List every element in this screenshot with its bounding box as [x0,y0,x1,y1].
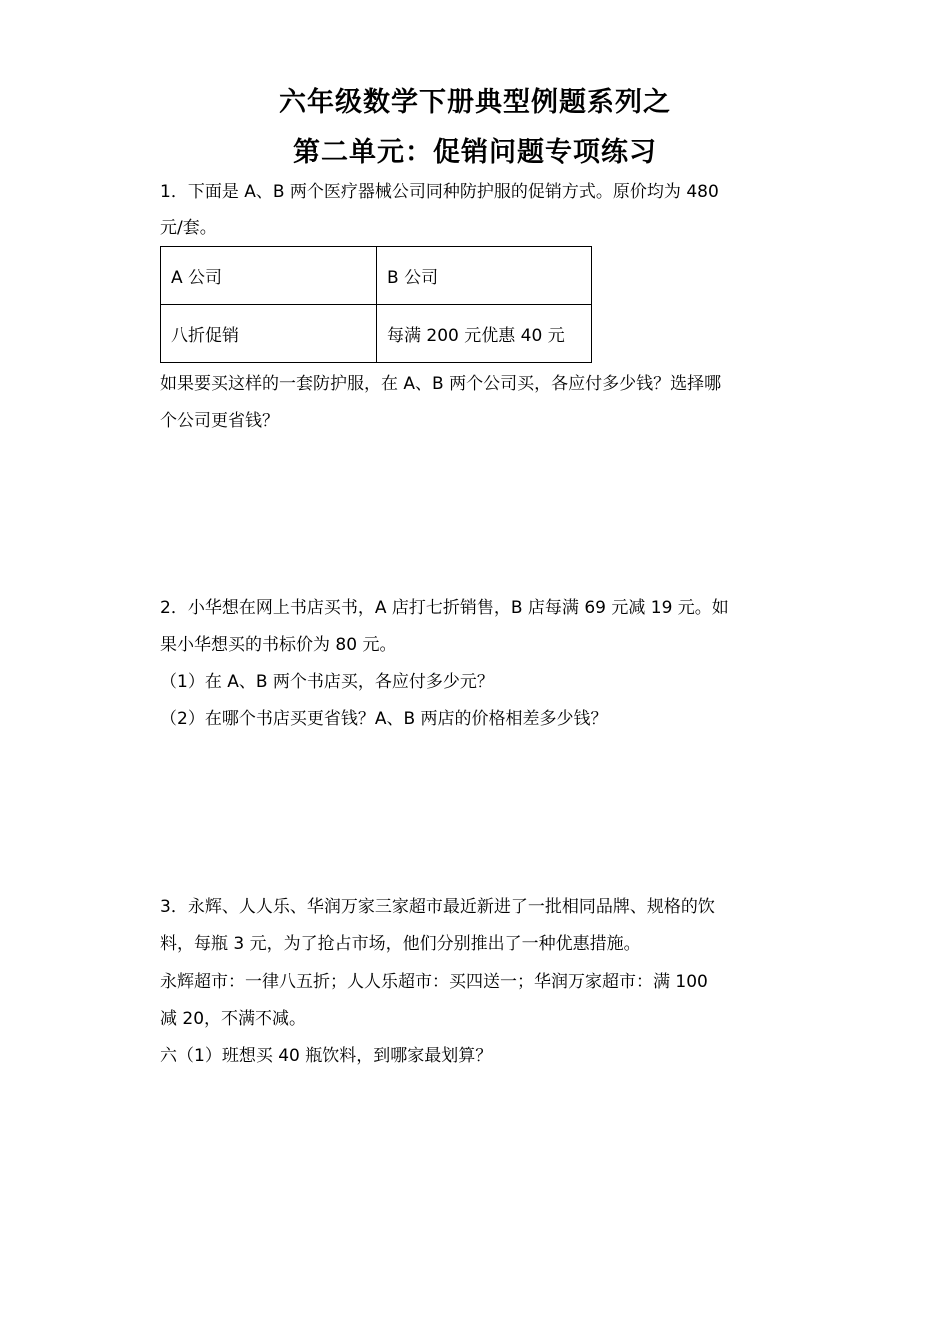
q1-text-line-3: 如果要买这样的一套防护服，在 A、B 两个公司买，各应付多少钱？选择哪 [160,374,722,394]
q3-text-line-1: 3．永辉、人人乐、华润万家三家超市最近新进了一批相同品牌、规格的饮 [160,897,715,917]
q2-subquestion-2: （2）在哪个书店买更省钱？A、B 两店的价格相差多少钱？ [160,709,608,729]
table-header-b: B 公司 [377,247,592,305]
q3-text-line-2: 料，每瓶 3 元，为了抢占市场，他们分别推出了一种优惠措施。 [160,934,641,954]
q1-promo-table [160,246,592,363]
q3-text-line-4: 减 20，不满不减。 [160,1009,307,1029]
table-header-a: A 公司 [161,247,377,305]
q2-text-line-2: 果小华想买的书标价为 80 元。 [160,635,397,655]
q1-text-line-2: 元/套。 [160,218,217,238]
q2-subquestion-1: （1）在 A、B 两个书店买，各应付多少元？ [160,672,494,692]
q3-text-line-3: 永辉超市：一律八五折；人人乐超市：买四送一；华润万家超市：满 100 [160,972,708,992]
page-title: 六年级数学下册典型例题系列之 [279,87,671,118]
q2-text-line-1: 2．小华想在网上书店买书，A 店打七折销售，B 店每满 69 元减 19 元。如 [160,598,729,618]
table-cell-a-promo: 八折促销 [161,305,377,363]
page-subtitle: 第二单元：促销问题专项练习 [293,137,657,168]
table-cell-b-promo: 每满 200 元优惠 40 元 [377,305,592,363]
q3-text-line-5: 六（1）班想买 40 瓶饮料，到哪家最划算？ [160,1046,493,1066]
q1-text-line-1: 1．下面是 A、B 两个医疗器械公司同种防护服的促销方式。原价均为 480 [160,182,719,202]
q1-text-line-4: 个公司更省钱？ [160,411,279,431]
table-row [161,305,592,363]
table-header-row [161,247,592,305]
